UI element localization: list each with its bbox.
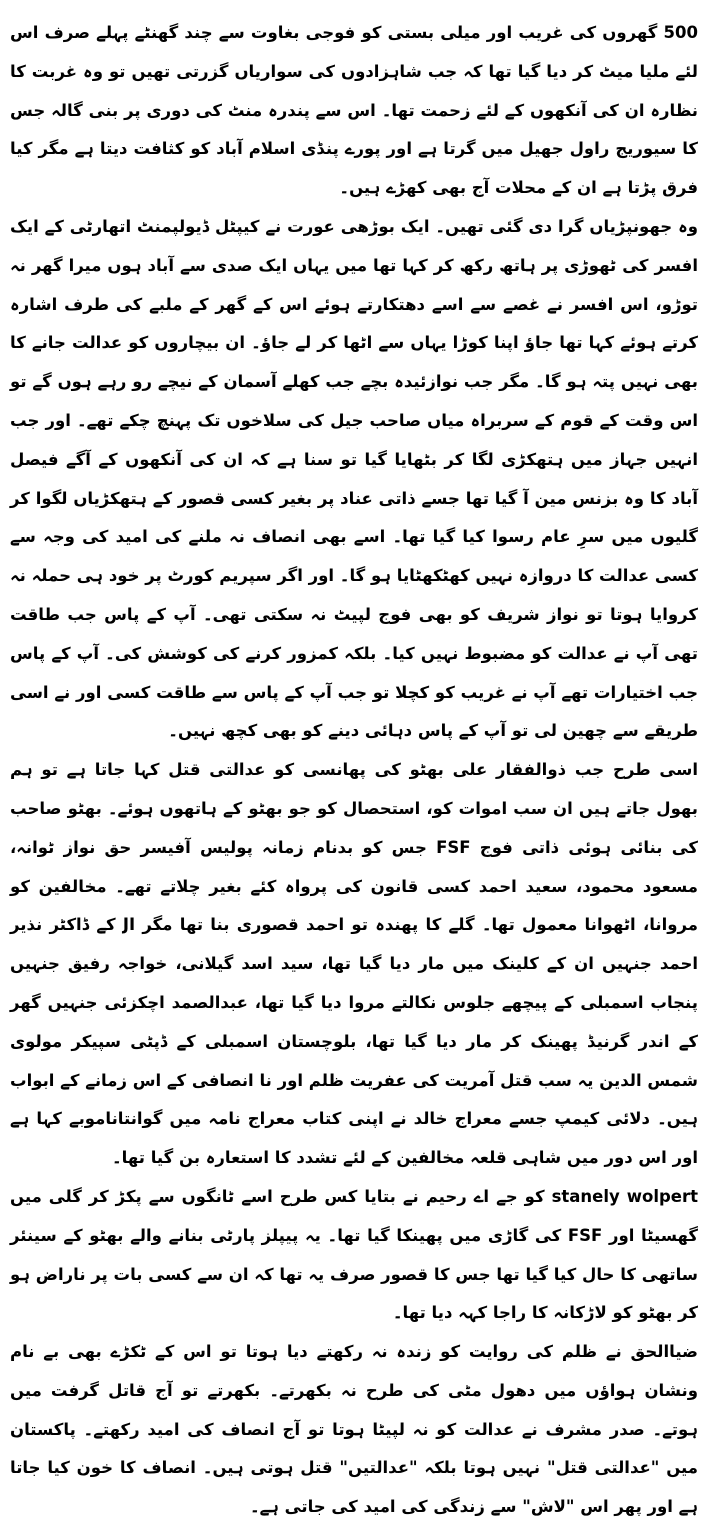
paragraph-slum-demolition: 500 گھروں کی غریب اور میلی بستی کو فوجی بغاوت سے چند گھنٹے پہلے صرف اس لئے ملیا میٹ کر دیا گیا تھا کہ جب شاہزادوں کی سواریاں گزرتی تھیں تو وہ غربت کا نظارہ ان کی آنکھوں کے لئے زحمت تھا۔ اس سے پندرہ منٹ کی دوری پر بنی گالہ جس کا سیوریج راول جھیل میں گرتا ہے اور پورے پنڈی اسلام آباد کو کثافت دیتا ہے مگر کیا فرق پڑتا ہے ان کے محلات آج بھی کھڑے ہیں۔ xyxy=(10,23,698,198)
paragraph-zia-musharraf: ضیاالحق نے ظلم کی روایت کو زندہ نہ رکھتے دیا ہوتا تو اس کے ٹکڑے بھی بے نام ونشان ہواؤں میں دھول مٹی کی طرح نہ بکھرتے۔ بکھرتے تو آج قاتل گرفت میں ہوتے۔ صدر مشرف نے عدالت کو نہ لپیٹا ہوتا تو آج انصاف کی امید رکھتے۔ پاکستان میں "عدالتی قتل" نہیں ہوتا بلکہ "عدالتیں" قتل ہوتی ہیں۔ انصاف کا خون کیا جاتا ہے اور پھر اس "لاش" سے زندگی کی امید کی جاتی ہے۔ xyxy=(10,1342,698,1517)
paragraph-wolpert-rahim: stanely wolpert کو جے اے رحیم نے بتایا کس طرح اسے ٹانگوں سے پکڑ کر گلی میں گھسیٹا اور FSF کی گاڑی میں پھینکا گیا تھا۔ یہ پیپلز پارٹی بنانے والے بھٹو کے سینئر ساتھی کا حال کیا گیا تھا جس کا قصور صرف یہ تھا کہ ان سے کسی بات پر ناراض ہو کر بھٹو کو لاڑکانہ کا راجا کہہ دیا تھا۔ xyxy=(10,1186,699,1323)
paragraph-bhutto-fsf: اسی طرح جب ذوالفقار علی بھٹو کی پھانسی کو عدالتی قتل کہا جاتا ہے تو ہم بھول جاتے ہیں ان سب اموات کو، استحصال کو جو بھٹو کے ہاتھوں ہوئے۔ بھٹو صاحب کی بنائی ہوئی ذاتی فوج FSF جس کو بدنام زمانہ پولیس آفیسر حق نواز ٹوانہ، مسعود محمود، سعید احمد کسی قانون کی پرواہ کئے بغیر چلاتے تھے۔ مخالفین کو مروانا، اٹھوانا معمول تھا۔ گلے کا پھندہ تو احمد قصوری بنا تھا مگر JI کے ڈاکٹر نذیر احمد جنہیں ان کے کلینک میں مار دیا گیا تھا، سید اسد گیلانی، خواجہ رفیق جنہیں پنجاب اسمبلی کے پیچھے جلوس نکالتے مروا دیا گیا تھا، عبدالصمد اچکزئی جنہیں گھر کے اندر گرنیڈ پھینک کر مار دیا گیا تھا، بلوچستان اسمبلی کے ڈپٹی سپیکر مولوی شمس الدین یہ سب قتل آمریت کی عفریت ظلم اور نا انصافی کے اس زمانے کے ابواب ہیں۔ دلائی کیمپ جسے معراج خالد نے اپنی کتاب معراج نامہ میں گوانتاناموبے کہا ہے اور اس دور میں شاہی قلعہ مخالفین کے لئے تشدد کا استعارہ بن گیا تھا۔ xyxy=(10,760,699,1168)
paragraph-old-woman-and-nawaz: وہ جھونپڑیاں گرا دی گئی تھیں۔ ایک بوڑھی عورت نے کیپٹل ڈیولپمنٹ اتھارٹی کے ایک افسر کی ٹھوڑی پر ہاتھ رکھ کر کہا تھا میں یہاں ایک صدی سے آباد ہوں میرا گھر نہ توڑو، اس افسر نے غصے سے اسے دھتکارتے ہوئے اس کے گھر کے ملبے کی طرف اشارہ کرتے ہوئے کہا تھا جاؤ اپنا کوڑا یہاں سے اٹھا کر لے جاؤ۔ ان بیچاروں کو عدالت جانے کا بھی نہیں پتہ ہو گا۔ مگر جب نوازئیدہ بچے جب کھلے آسمان کے نیچے رو رہے ہوں گے تو اس وقت کے قوم کے سربراہ میاں صاحب جیل کی سلاخوں تک پہنچ چکے تھے۔ اور جب انہیں جہاز میں ہتھکڑی لگا کر بٹھایا گیا تو سنا ہے کہ ان کی آنکھوں کے آگے فیصل آباد کا وہ بزنس مین آ گیا تھا جسے ذاتی عناد پر بغیر کسی قصور کے ہتھکڑیاں لگوا کر گلیوں میں سرِ عام رسوا کیا گیا تھا۔ اسے بھی انصاف نہ ملنے کی امید کی وجہ سے کسی عدالت کا دروازہ نہیں کھٹکھٹایا ہو گا۔ اور اگر سپریم کورٹ پر خود ہی حملہ نہ کروایا ہوتا تو نواز شریف کو بھی فوج لپیٹ نہ سکتی تھی۔ آپ کے پاس جب طاقت تھی آپ نے عدالت کو مضبوط نہیں کیا۔ بلکہ کمزور کرنے کی کوشش کی۔ آپ کے پاس جب اختیارات تھے آپ نے غریب کو کچلا تو جب آپ کے پاس سے طاقت کسی اور نے اسی طریقے سے چھین لی تو آپ کے پاس دہائی دینے کو بھی کچھ نہیں۔ xyxy=(10,216,698,741)
